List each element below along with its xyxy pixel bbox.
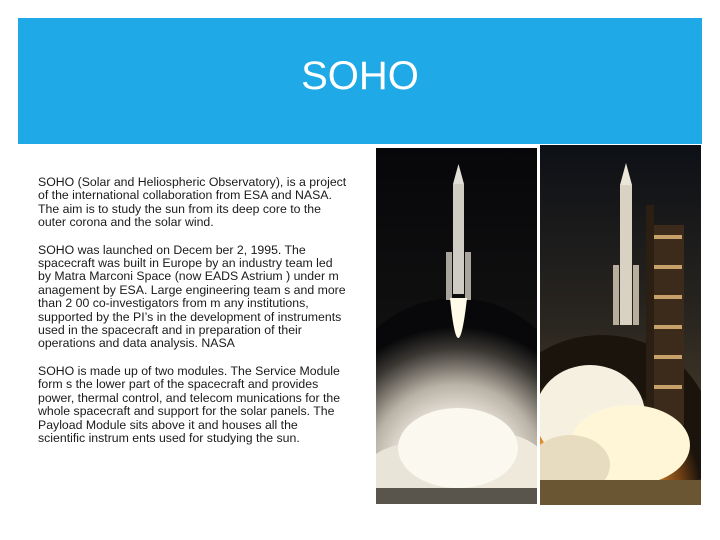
body-text [38,176,348,459]
rocket-launch-pad-photo [540,145,701,505]
rocket-launch-pad-image [540,145,701,505]
paragraph-intro: SOHO (Solar and Heliospheric Observatory), is a project of the international collaboration from ESA and NASA. The aim is to study the sun from its deep core to the outer corona and the solar wind. [38,175,347,230]
rocket-launch-night-image [376,148,537,504]
paragraph-launch: SOHO was launched on Decem ber 2, 1995. The spacecraft was built in Europe by an industry team led by Matra Marconi Space (now EADS Astrium ) under m anagement by ESA. Large engineering team s and more than 2 00 co-investigators from m any institutions, supported by the PI’s in the development of instruments used in the spacecraft and in preparation of their operations and data analysis. NASA [38,242,346,351]
rocket-launch-night-photo [376,148,537,504]
slide-title: SOHO [301,54,419,98]
paragraph-modules: SOHO is made up of two modules. The Service Module form s the lower part of the spacecraft and provides power, thermal control, and telecom munications for the whole spacecraft and support for the solar panels. The Payload Module sits above it and houses all the scientific instrum ents used for studying the sun. [38,363,341,445]
